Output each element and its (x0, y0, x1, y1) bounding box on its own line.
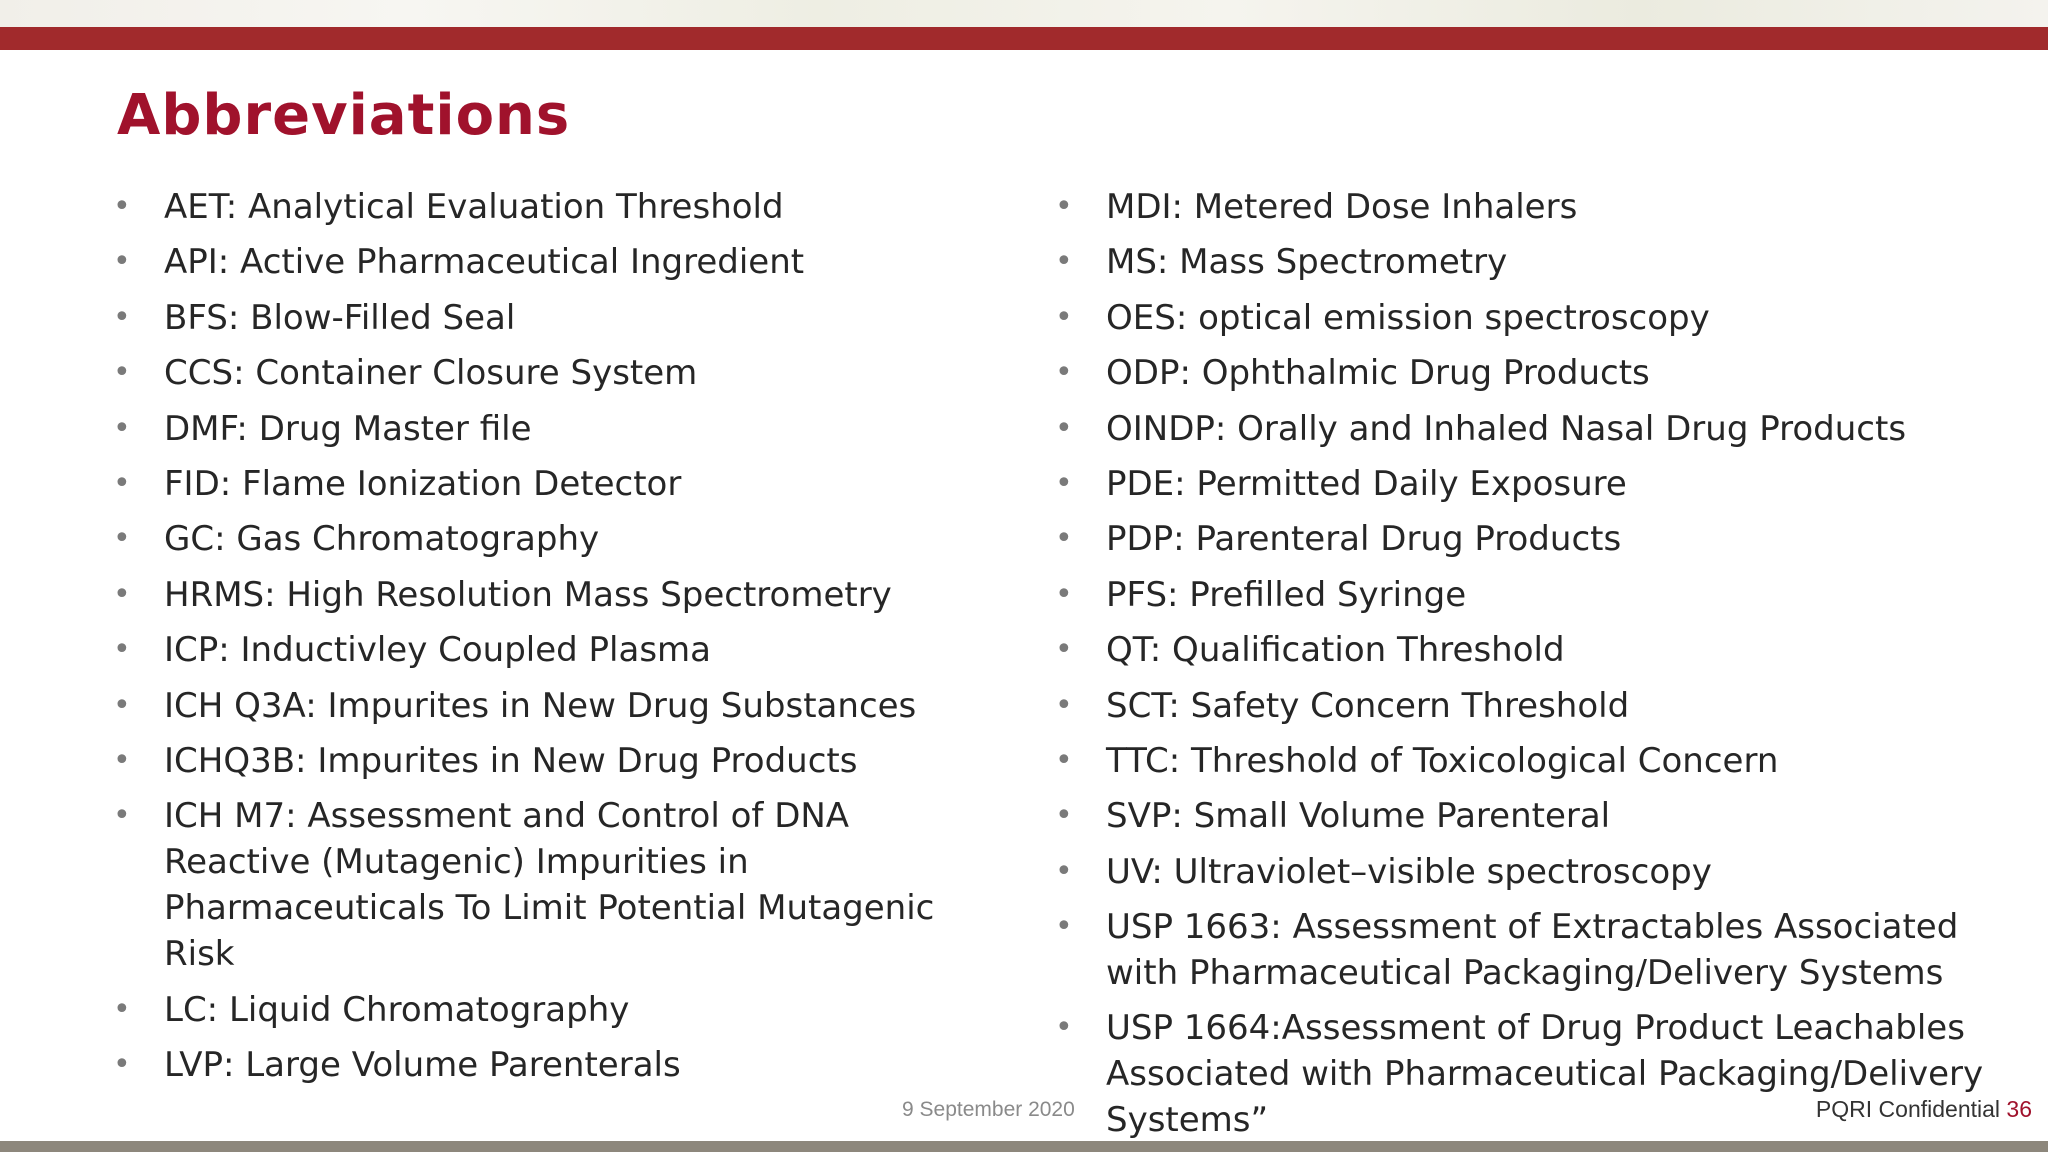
confidential-label: PQRI Confidential (1815, 1096, 2001, 1122)
list-item (1055, 350, 1985, 396)
bullet-icon: • (113, 244, 131, 280)
list-item-text: TTC: Threshold of Toxicological Concern (1106, 740, 1779, 781)
list-item-text: LC: Liquid Chromatography (164, 989, 630, 1030)
list-item (113, 516, 973, 562)
list-item (113, 239, 973, 285)
list-item-text: AET: Analytical Evaluation Threshold (164, 187, 784, 227)
list-item-text: CCS: Container Closure System (164, 353, 698, 394)
bullet-icon: • (1055, 355, 1073, 391)
bullet-icon: • (1055, 410, 1073, 446)
list-item (1055, 627, 1985, 673)
list-item (1055, 461, 1985, 507)
bullet-icon: • (1055, 244, 1073, 280)
list-item-text: OES: optical emission spectroscopy (1106, 297, 1710, 338)
list-item (113, 295, 973, 341)
list-item-text: USP 1663: Assessment of Extractables Associated with Pharmaceutical Packaging/Delivery Systems (1106, 907, 1959, 994)
bullet-icon: • (113, 465, 131, 501)
list-item (1055, 295, 1985, 341)
list-item-text: USP 1664:Assessment of Drug Product Leachables Associated with Pharmaceutical Packaging/Delivery Systems” (1106, 1008, 1984, 1141)
list-item-text: PDE: Permitted Daily Exposure (1106, 463, 1627, 504)
list-item (113, 572, 973, 618)
list-item (113, 1042, 973, 1088)
list-item-text: MDI: Metered Dose Inhalers (1106, 187, 1578, 227)
list-item-text: SCT: Safety Concern Threshold (1106, 685, 1630, 726)
list-item-text: UV: Ultraviolet–visible spectroscopy (1106, 851, 1712, 892)
slide-title: Abbreviations (117, 83, 571, 148)
abbreviations-list-right (1055, 184, 1985, 1153)
bullet-icon: • (1055, 742, 1073, 778)
bullet-icon: • (1055, 299, 1073, 335)
list-item-text: API: Active Pharmaceutical Ingredient (164, 242, 805, 283)
list-item-text: DMF: Drug Master file (164, 408, 532, 449)
list-item-text: PFS: Prefilled Syringe (1106, 574, 1467, 615)
bullet-icon: • (1055, 687, 1073, 723)
footer-confidential (1816, 1096, 2032, 1123)
footer-date: 9 September 2020 (902, 1098, 1075, 1121)
list-item (113, 184, 973, 230)
list-item (1055, 738, 1985, 784)
list-item (1055, 793, 1985, 839)
list-item-text: HRMS: High Resolution Mass Spectrometry (164, 574, 892, 615)
bullet-icon: • (113, 687, 131, 723)
bullet-icon: • (113, 1047, 131, 1083)
list-item (1055, 406, 1985, 452)
list-item (113, 987, 973, 1033)
list-item (1055, 849, 1985, 895)
list-item-text: GC: Gas Chromatography (164, 519, 600, 560)
list-item-text: ICP: Inductivley Coupled Plasma (164, 630, 712, 671)
bullet-icon: • (1055, 632, 1073, 668)
list-item (113, 627, 973, 673)
bullet-icon: • (1055, 189, 1073, 224)
list-item (113, 793, 973, 977)
list-item-text: OINDP: Orally and Inhaled Nasal Drug Products (1106, 408, 1907, 449)
list-item-text: ODP: Ophthalmic Drug Products (1106, 353, 1650, 394)
list-item-text: ICHQ3B: Impurites in New Drug Products (164, 740, 858, 781)
bullet-icon: • (1055, 465, 1073, 501)
list-item-text: ICH Q3A: Impurites in New Drug Substances (164, 685, 917, 726)
list-item (1055, 904, 1985, 996)
bottom-accent-bar (0, 1141, 2048, 1152)
bullet-icon: • (1055, 798, 1073, 834)
bullet-icon: • (113, 576, 131, 612)
bullet-icon: • (1055, 1010, 1073, 1046)
list-item-text: LVP: Large Volume Parenterals (164, 1045, 681, 1086)
list-item (1055, 184, 1985, 230)
bullet-icon: • (113, 189, 131, 224)
top-accent-bar (0, 27, 2048, 50)
list-item (113, 738, 973, 784)
list-item-text: PDP: Parenteral Drug Products (1106, 519, 1622, 560)
bullet-icon: • (113, 299, 131, 335)
bullet-icon: • (113, 742, 131, 778)
list-item (1055, 516, 1985, 562)
bullet-icon: • (113, 410, 131, 446)
list-item (1055, 239, 1985, 285)
bullet-icon: • (1055, 521, 1073, 557)
bullet-icon: • (113, 798, 131, 834)
list-item (113, 406, 973, 452)
bullet-icon: • (113, 521, 131, 557)
list-item (1055, 683, 1985, 729)
list-item (113, 461, 973, 507)
bullet-icon: • (113, 991, 131, 1027)
top-texture-band (0, 0, 2048, 27)
abbreviations-list-left (113, 184, 973, 1097)
list-item-text: QT: Qualification Threshold (1106, 630, 1565, 671)
list-item-text: SVP: Small Volume Parenteral (1106, 796, 1611, 837)
bullet-icon: • (113, 632, 131, 668)
list-item (1055, 572, 1985, 618)
list-item-text: FID: Flame Ionization Detector (164, 463, 682, 504)
list-item (113, 350, 973, 396)
bullet-icon: • (113, 355, 131, 391)
list-item-text: BFS: Blow-Filled Seal (164, 297, 516, 338)
page-number: 36 (2006, 1096, 2032, 1122)
bullet-icon: • (1055, 853, 1073, 889)
list-item-text: ICH M7: Assessment and Control of DNA Reactive (Mutagenic) Impurities in Pharmaceuticals To Limit Potential Mutagenic Risk (164, 796, 935, 975)
bullet-icon: • (1055, 576, 1073, 612)
list-item-text: MS: Mass Spectrometry (1106, 242, 1508, 283)
list-item (113, 683, 973, 729)
bullet-icon: • (1055, 909, 1073, 945)
